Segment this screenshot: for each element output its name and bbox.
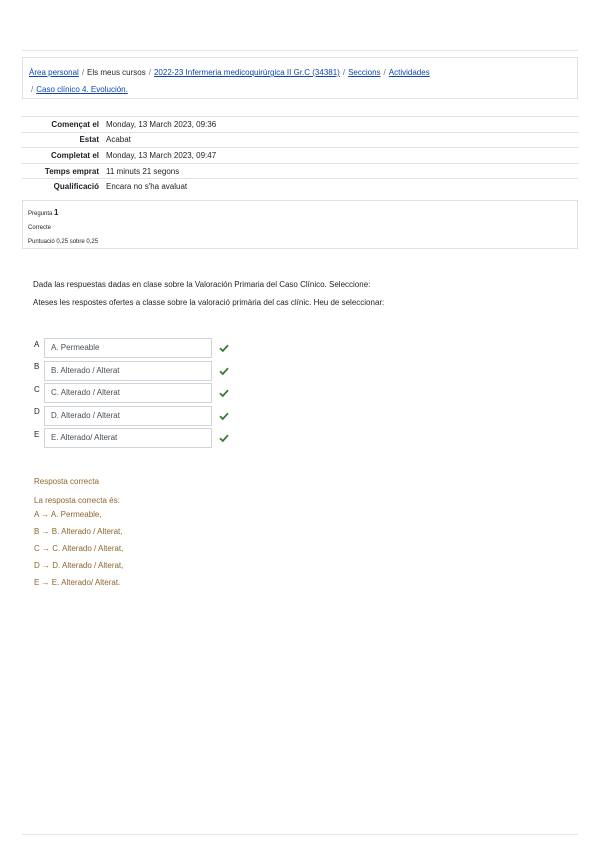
question-state: Correcte [28, 225, 52, 231]
summary-label: Estat [79, 135, 99, 145]
question-number [28, 206, 572, 221]
answer-letter: E [34, 429, 40, 439]
question-prefix: Pregunta [28, 211, 53, 217]
answer-row-d [34, 405, 229, 428]
check-icon [219, 343, 229, 353]
summary-label: Qualificació [53, 182, 99, 192]
breadcrumb-activities[interactable]: Actividades [388, 68, 430, 77]
breadcrumb-area-personal[interactable]: Àrea personal [29, 68, 79, 77]
breadcrumb-separator: / [31, 85, 34, 94]
summary-value: Encara no s'ha avaluat [106, 182, 188, 192]
answer-select-b[interactable]: B. Alterado / Alterat [44, 361, 212, 381]
breadcrumb-separator: / [81, 68, 85, 77]
answer-options [34, 337, 229, 450]
feedback-line: B → B. Alterado / Alterat, [34, 527, 123, 536]
summary-value: 11 minuts 21 segons [106, 166, 180, 176]
answer-letter: D [34, 407, 40, 417]
top-divider [22, 50, 578, 51]
check-icon [219, 366, 229, 376]
summary-value: Monday, 13 March 2023, 09:36 [106, 119, 217, 129]
breadcrumb [22, 57, 578, 99]
question-number-value: 1 [54, 208, 59, 217]
check-icon [219, 388, 229, 398]
breadcrumb-my-courses: Els meus cursos [87, 68, 146, 77]
answer-feedback [34, 473, 123, 591]
summary-row-completed [22, 148, 578, 164]
attempt-summary-table [22, 116, 578, 194]
summary-value: Monday, 13 March 2023, 09:47 [106, 150, 217, 160]
summary-value: Acabat [106, 135, 131, 145]
check-icon [219, 433, 229, 443]
feedback-line: D → D. Alterado / Alterat, [34, 561, 124, 570]
answer-row-b [34, 360, 229, 383]
answer-row-e [34, 427, 229, 450]
question-text-line-ca: Ateses les respostes ofertes a classe sobre la valoració primària del cas clínic. Heu de seleccionar: [33, 298, 385, 307]
breadcrumb-quiz[interactable]: Caso clínico 4. Evolución. [36, 85, 128, 94]
feedback-intro: La resposta correcta és: [34, 496, 120, 505]
feedback-line: A → A. Permeable, [34, 510, 102, 519]
breadcrumb-course[interactable]: 2022-23 Infermeria medicoquirúrgica II Gr.C (34381) [153, 68, 340, 77]
check-icon [219, 411, 229, 421]
breadcrumb-separator: / [148, 68, 151, 77]
answer-letter: B [34, 362, 40, 372]
feedback-result: Resposta correcta [34, 477, 99, 486]
answer-select-a[interactable]: A. Permeable [44, 338, 212, 358]
summary-row-state [22, 133, 578, 149]
summary-row-started [22, 117, 578, 133]
summary-label: Completat el [50, 150, 99, 160]
summary-label: Començat el [51, 119, 99, 129]
question-text [33, 276, 384, 312]
summary-label: Temps emprat [44, 166, 99, 176]
answer-letter: C [34, 384, 40, 394]
answer-select-e[interactable]: E. Alterado/ Alterat [44, 428, 212, 448]
breadcrumb-separator: / [342, 68, 346, 77]
answer-row-a [34, 337, 229, 360]
question-grade: Puntuació 0,25 sobre 0,25 [28, 239, 99, 245]
answer-select-c[interactable]: C. Alterado / Alterat [44, 383, 212, 403]
bottom-divider [22, 834, 578, 835]
answer-row-c [34, 382, 229, 405]
feedback-line: E → E. Alterado/ Alterat. [34, 578, 121, 587]
breadcrumb-separator: / [383, 68, 386, 77]
summary-row-grade [22, 179, 578, 194]
answer-select-d[interactable]: D. Alterado / Alterat [44, 406, 212, 426]
summary-row-time-taken [22, 164, 578, 180]
question-info-panel [22, 200, 578, 249]
question-text-line-es: Dada las respuestas dadas en clase sobre la Valoración Primaria del Caso Clínico. Seleccione: [33, 280, 371, 289]
answer-letter: A [34, 339, 40, 349]
breadcrumb-sections[interactable]: Seccions [348, 68, 381, 77]
feedback-line: C → C. Alterado / Alterat, [34, 544, 124, 553]
